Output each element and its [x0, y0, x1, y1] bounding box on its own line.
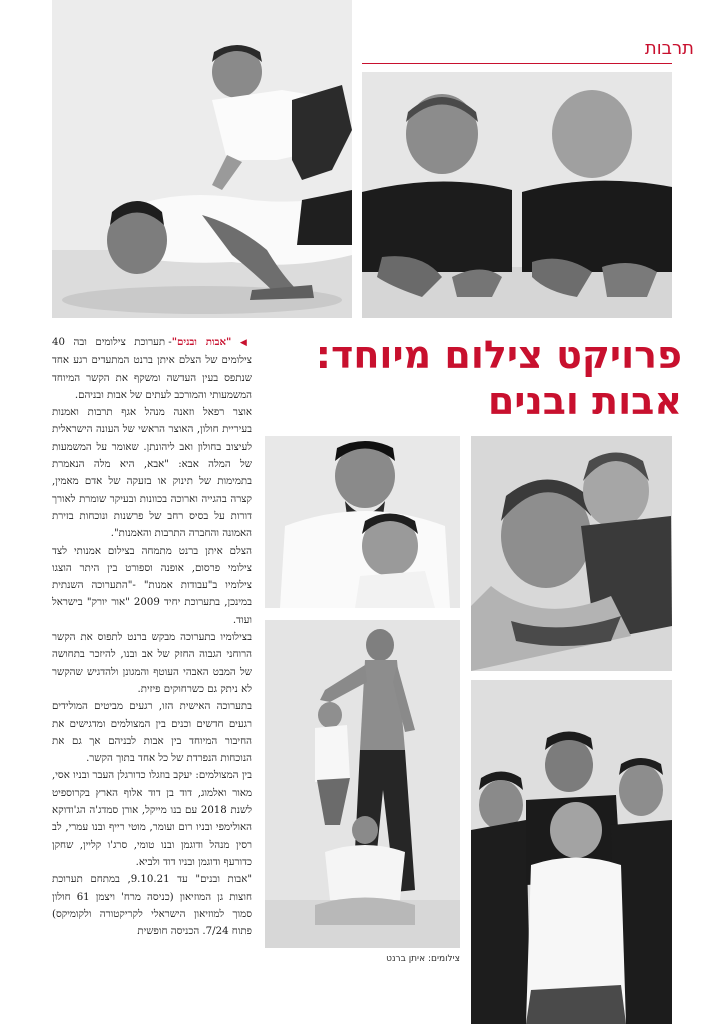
- headline-line-2: אבות ובנים: [487, 379, 682, 423]
- headline-line-1: פרויקט צילום מיוחד:: [315, 333, 682, 377]
- photo-father-lifting-son: [265, 620, 460, 948]
- article-paragraph-7: "אבות ובנים" עד 9.10.21, במתחם תערוכת חוצות גן המוזיאון (כניסה מרח' ויצמן 61 חולון סמוך למוזיאון הישראלי לקריקטורה ולקומיקס) פתוח 7/24. הכניסה חופשית: [52, 874, 253, 938]
- article-paragraph-5: בתערוכה האישית הזו, רגעים מביטים המולידים רגעים חדשים וכנים בין המצולמים ומדגישים את החיבור המיוחד בין אבות לבניהם אך גם את הנוכחות הנפרדת של כל אחד בתוך הקשר.: [52, 701, 252, 765]
- article-paragraph-3: הצלם איתן ברנט מתמחה בצילום אמנותי לצד צילומי פרסום, אופנה וספורט בין היתר הוצגו צילומיו ב"עבודות אמנות" -"התערוכה השנתית במינכן, בתערוכת יחיד 2009 "אור יורק" בישראל ועוד.: [52, 545, 252, 626]
- article-paragraph-6: בין המצולמים: יעקב בוזגלו כדורגלן העבר ובניו אסי, מאור ואלמוג, דוד בן דוד אלוף הארץ בקרוספיט לשנת 2018 עם בנו מייקל, אורן סמדג'ה הג'ודוקא האולימפי ובניו רום ועומר, מוטי רייף ובנו עמרי, לב רסין מנהל ודוגמן ובנו טומי, סרג'ו קליין, שחקן כדורעף ודוגמן ובניו דוד ולביא.: [52, 770, 252, 868]
- photo-father-three-sons: [471, 680, 672, 1024]
- headline: [282, 332, 682, 424]
- photo-father-kissing-son: [265, 436, 460, 608]
- section-label: תרבות: [644, 38, 694, 59]
- article-lead: "אבות ובנים": [171, 336, 232, 348]
- article-paragraph-1: [52, 334, 252, 404]
- article-paragraph-2: אוצר רפאל וזאנה מנהל אגף תרבות ואמנות בעיריית חולון, האוצר הראשי של העונה הישראלית לעיצוב בחולון ואב ליהונתן. שאומר על המשמעות של המלה אבא: "אבא, היא מלה הנאמרת בתמימות של תינוק או בזעקה של אדם מאמין, קצרה בהגייה וארוכה בכוונות ובעיקר שומרת לאורך דורות על בסיס רחב של פרשנות ונוכחות בזירת האמונה והחברה התרבות והאמנות".: [52, 407, 252, 540]
- photo-pushup-father-son: [52, 0, 352, 318]
- article-column: [52, 334, 252, 940]
- photo-son-hugging-father: [471, 436, 672, 671]
- photo-two-men-lying: [362, 72, 672, 318]
- section-rule: [362, 63, 672, 64]
- article-paragraph-4: בצילומיו בתערוכה מבקש ברנט לתפוס את הקשר הרוחני הגבוה החזק של אב ובנו, להיזכר בתחושה של המבט האבהי העוטף והמגונן ולהדגיש שהקשר לא ניתק גם כשרחוקים פיזית.: [52, 632, 252, 695]
- photo-credit: צילומים: איתן ברנט: [386, 954, 460, 964]
- bullet-icon: ◀: [239, 338, 252, 348]
- article-text-1: - תערוכת צילומים ובה 40 צילומים של הצלם איתן ברנט המתעדים רגע אחד שנתפס בעין העדשה ומשקף את הקשר המיוחד המשמעותי והמורכב לעתים של אבות ובניהם.: [52, 337, 252, 401]
